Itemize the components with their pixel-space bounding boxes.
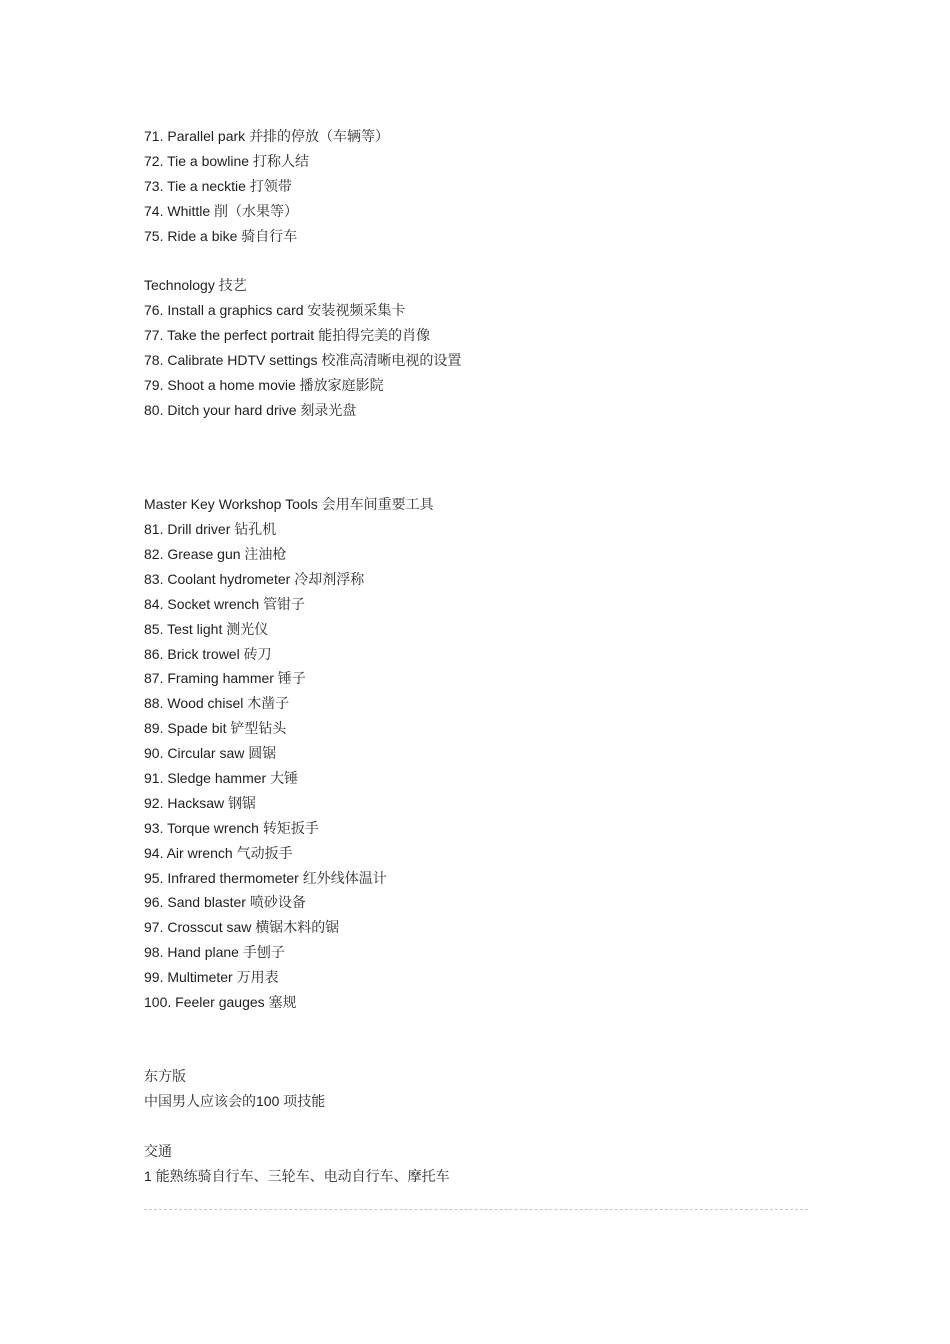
- list-item: 92. Hacksaw 钢锯: [144, 794, 257, 812]
- section-title-eastern: 东方版: [144, 1069, 186, 1086]
- list-item: 87. Framing hammer 锤子: [144, 670, 306, 688]
- list-item: 90. Circular saw 圆锯: [144, 745, 277, 763]
- list-item: 73. Tie a necktie 打领带: [144, 177, 292, 195]
- list-item: 91. Sledge hammer 大锤: [144, 769, 299, 787]
- list-item: 71. Parallel park 并排的停放（车辆等）: [144, 128, 390, 145]
- section-transport: [144, 1139, 824, 1189]
- section-subtitle-eastern: 中国男人应该会的100 项技能: [144, 1093, 326, 1111]
- list-item: 72. Tie a bowline 打称人结: [144, 152, 309, 170]
- list-item: 84. Socket wrench 管钳子: [144, 595, 306, 613]
- list-item: 97. Crosscut saw 横锯木料的锯: [144, 919, 340, 937]
- list-item: 85. Test light 测光仪: [144, 620, 269, 638]
- list-item: 93. Torque wrench 转矩扳手: [144, 819, 319, 837]
- list-item: 95. Infrared thermometer 红外线体温计: [144, 869, 387, 887]
- list-section-basics: [144, 124, 824, 248]
- list-item: 88. Wood chisel 木凿子: [144, 695, 290, 713]
- list-item: 94. Air wrench 气动扳手: [144, 844, 293, 862]
- list-item: 1 能熟练骑自行车、三轮车、电动自行车、摩托车: [144, 1168, 450, 1186]
- list-section-technology: [144, 273, 824, 422]
- list-item: 78. Calibrate HDTV settings 校准高清晰电视的设置: [144, 352, 462, 370]
- document-body: [144, 124, 824, 1189]
- section-heading-transport: 交通: [144, 1144, 172, 1161]
- list-item: 79. Shoot a home movie 播放家庭影院: [144, 376, 384, 394]
- list-item: 86. Brick trowel 砖刀: [144, 645, 272, 663]
- list-item: 77. Take the perfect portrait 能拍得完美的肖像: [144, 327, 431, 345]
- list-item: 75. Ride a bike 骑自行车: [144, 227, 298, 245]
- list-item: 80. Ditch your hard drive 刻录光盘: [144, 401, 357, 419]
- list-item: 100. Feeler gauges 塞规: [144, 994, 297, 1011]
- list-item: 83. Coolant hydrometer 冷却剂浮称: [144, 570, 365, 588]
- section-heading-workshop-tools: Master Key Workshop Tools 会用车间重要工具: [144, 496, 434, 514]
- list-item: 74. Whittle 削（水果等）: [144, 202, 299, 220]
- list-item: 76. Install a graphics card 安装视频采集卡: [144, 302, 406, 320]
- list-item: 82. Grease gun 注油枪: [144, 545, 287, 563]
- section-eastern-version: [144, 1064, 824, 1114]
- list-item: 89. Spade bit 铲型钻头: [144, 720, 287, 738]
- list-item: 99. Multimeter 万用表: [144, 969, 279, 987]
- list-section-workshop-tools: [144, 492, 824, 1015]
- page-divider: [144, 1209, 808, 1210]
- list-item: 98. Hand plane 手刨子: [144, 944, 285, 962]
- list-item: 96. Sand blaster 喷砂设备: [144, 894, 306, 912]
- section-heading-technology: Technology 技艺: [144, 277, 247, 295]
- list-item: 81. Drill driver 钻孔机: [144, 521, 277, 539]
